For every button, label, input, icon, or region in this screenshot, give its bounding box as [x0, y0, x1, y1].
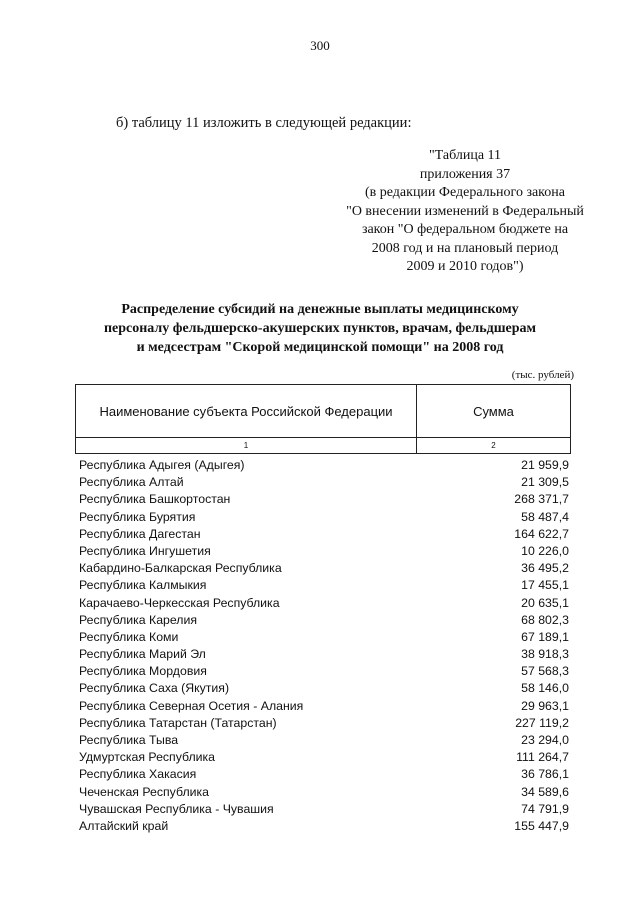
subsidy-amount: 21 959,9: [521, 458, 569, 472]
subsidy-amount: 164 622,7: [514, 526, 569, 541]
intro-text: б) таблицу 11 изложить в следующей редакции:: [116, 115, 412, 131]
table-row: [79, 577, 571, 594]
region-name: Республика Ингушетия: [79, 543, 211, 558]
subsidy-amount: 68 802,3: [521, 612, 569, 627]
table-row: [79, 680, 571, 697]
table-header: [75, 384, 571, 454]
table-row: [79, 491, 571, 508]
appendix-ref-line: 2009 и 2010 годов"): [406, 259, 524, 274]
subsidy-amount: 20 635,1: [521, 595, 569, 610]
table-row: [79, 732, 571, 749]
subsidy-amount: 17 455,1: [521, 578, 569, 593]
subsidy-amount: 34 589,6: [521, 784, 569, 799]
region-name: Карачаево-Черкесская Республика: [79, 595, 280, 610]
region-name: Республика Тыва: [79, 733, 179, 747]
table-row: [79, 646, 571, 663]
subsidy-amount: 36 786,1: [521, 767, 569, 782]
region-name: Республика Адыгея (Адыгея): [79, 458, 245, 472]
subsidy-amount: 67 189,1: [521, 629, 569, 644]
subsidy-amount: 58 146,0: [521, 681, 569, 696]
region-name: Удмуртская Республика: [79, 750, 216, 765]
subsidy-amount: 111 264,7: [516, 750, 569, 765]
subsidy-amount: 21 309,5: [521, 475, 569, 490]
table-row: [79, 749, 571, 766]
page-number: 300: [310, 38, 330, 53]
table-row: [79, 801, 571, 818]
table-row: [79, 818, 571, 835]
subsidy-amount: 10 226,0: [521, 543, 569, 558]
region-name: Республика Башкортостан: [79, 492, 231, 507]
region-name: Республика Калмыкия: [79, 578, 207, 593]
table-row: [79, 595, 571, 612]
region-name: Республика Карелия: [79, 612, 198, 627]
appendix-ref-line: (в редакции Федерального закона: [365, 185, 565, 200]
table-row: [79, 715, 571, 732]
subsidy-amount: 268 371,7: [514, 492, 569, 507]
column-header-sum: Сумма: [417, 385, 571, 438]
appendix-reference: [330, 147, 600, 277]
table-row: [79, 629, 571, 646]
region-name: Алтайский край: [79, 818, 169, 833]
appendix-ref-line: закон "О федеральном бюджете на: [361, 222, 569, 237]
appendix-ref-line: 2008 год и на плановый период: [371, 240, 559, 256]
region-name: Чеченская Республика: [79, 784, 209, 799]
subsidy-amount: 23 294,0: [521, 733, 569, 747]
table-title-line: персоналу фельдшерско-акушерских пунктов, врачам, фельдшерам: [103, 321, 537, 336]
column-header-name: Наименование субъекта Российской Федерации: [76, 385, 417, 438]
table-row: [79, 698, 571, 715]
table-row: [79, 457, 571, 474]
table-row: [79, 509, 571, 526]
region-name: Кабардино-Балкарская Республика: [79, 561, 282, 576]
table-row: [79, 526, 571, 543]
table-row: [79, 612, 571, 629]
appendix-ref-line: приложения 37: [419, 166, 511, 182]
region-name: Республика Татарстан (Татарстан): [79, 715, 277, 730]
column-number-2: 2: [417, 438, 571, 454]
table-row: [79, 766, 571, 783]
table-row: [79, 560, 571, 577]
table-title: [60, 300, 580, 357]
subsidy-amount: 227 119,2: [515, 715, 569, 730]
region-name: Республика Марий Эл: [79, 647, 206, 662]
subsidy-amount: 38 918,3: [521, 647, 569, 662]
table-row: [79, 543, 571, 560]
subsidy-amount: 58 487,4: [521, 509, 569, 524]
region-name: Чувашская Республика - Чувашия: [79, 801, 274, 816]
region-name: Республика Бурятия: [79, 509, 196, 524]
table-row: [79, 784, 571, 801]
appendix-ref-line: "Таблица 11: [428, 148, 502, 163]
region-name: Республика Алтай: [79, 475, 184, 490]
table-title-line: Распределение субсидий на денежные выплаты медицинскому: [121, 302, 519, 317]
subsidy-amount: 155 447,9: [514, 818, 569, 833]
appendix-ref-line: "О внесении изменений в Федеральный: [346, 203, 584, 219]
region-name: Республика Мордовия: [79, 664, 207, 679]
subsidy-amount: 36 495,2: [521, 561, 569, 576]
region-name: Республика Хакасия: [79, 767, 197, 782]
table-row: [79, 474, 571, 491]
region-name: Республика Северная Осетия - Алания: [79, 698, 304, 713]
subsidy-amount: 29 963,1: [521, 698, 569, 713]
table-body: [79, 457, 571, 835]
region-name: Республика Дагестан: [79, 526, 201, 541]
column-number-1: 1: [76, 438, 417, 454]
subsidy-amount: 74 791,9: [521, 801, 569, 816]
table-title-line: и медсестрам "Скорой медицинской помощи" на 2008 год: [136, 340, 504, 355]
region-name: Республика Саха (Якутия): [79, 681, 230, 696]
subsidy-amount: 57 568,3: [521, 664, 569, 679]
region-name: Республика Коми: [79, 629, 179, 644]
table-row: [79, 663, 571, 680]
units-label: (тыс. рублей): [511, 369, 574, 381]
